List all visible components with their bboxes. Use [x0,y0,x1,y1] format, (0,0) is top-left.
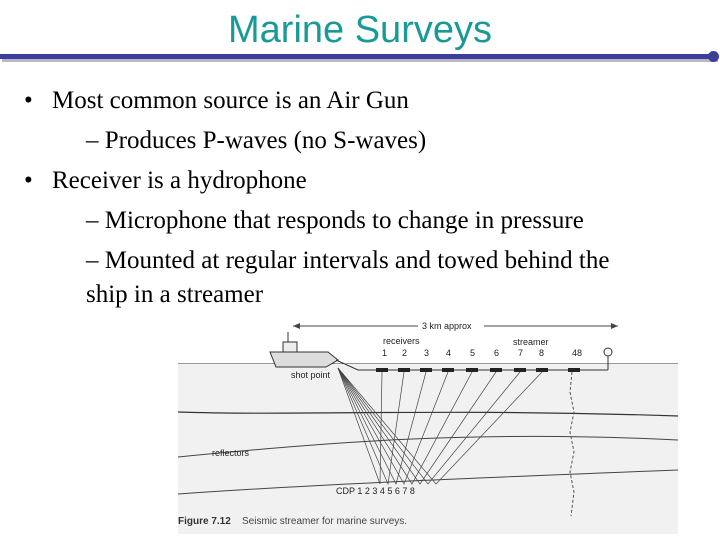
hydrophone [398,368,410,372]
ship-hull [270,352,338,367]
ship-cabin [283,342,297,352]
receiver-number: 8 [539,348,545,358]
figure-diagram [178,312,678,534]
slide-title: Marine Surveys [228,9,492,51]
receiver-number: 5 [470,348,476,358]
receiver-number: 7 [518,348,524,358]
title-rule [0,54,714,59]
receivers-label: receivers [383,336,420,346]
receiver-number: 1 [382,348,388,358]
bullet-dot: • [24,167,33,194]
seismic-streamer-figure [178,312,678,534]
distance-label: 3 km approx [422,321,472,331]
hydrophone [536,368,548,372]
bullet-dot: • [24,87,33,114]
caption-figure-number: Figure 7.12 [178,516,231,527]
shot-point-label: shot point [291,370,331,380]
sub-bullet-p-waves: – Produces P-waves (no S-waves) [86,127,427,154]
tail-buoy [604,348,612,356]
reflectors-label: reflectors [212,448,250,458]
sub-bullet-mounted: – Mounted at regular intervals and towed behind the [86,247,610,274]
receiver-number: 48 [572,348,583,358]
receiver-number: 2 [402,348,408,358]
water-layer [178,364,678,534]
hydrophone [442,368,454,372]
receiver-number: 4 [446,348,452,358]
hydrophone [420,368,432,372]
hydrophone [568,368,580,372]
hydrophone [490,368,502,372]
sub-bullet-microphone: – Microphone that responds to change in pressure [86,207,584,234]
title-rule-knob [708,51,719,62]
distance-arrowhead-left [293,323,300,329]
sub-bullet-mounted-cont: ship in a streamer [86,281,264,308]
hydrophone [466,368,478,372]
distance-arrowhead-right [611,323,618,329]
receiver-number: 6 [494,348,500,358]
bullet-air-gun: Most common source is an Air Gun [52,87,409,114]
hydrophone [514,368,526,372]
streamer-label: streamer [513,337,549,347]
caption-text: Seismic streamer for marine surveys. [242,516,408,527]
bullet-hydrophone: Receiver is a hydrophone [52,167,307,194]
cdp-label: CDP 1 2 3 4 5 6 7 8 [336,486,415,496]
receiver-number: 3 [424,348,430,358]
hydrophone [376,368,388,372]
